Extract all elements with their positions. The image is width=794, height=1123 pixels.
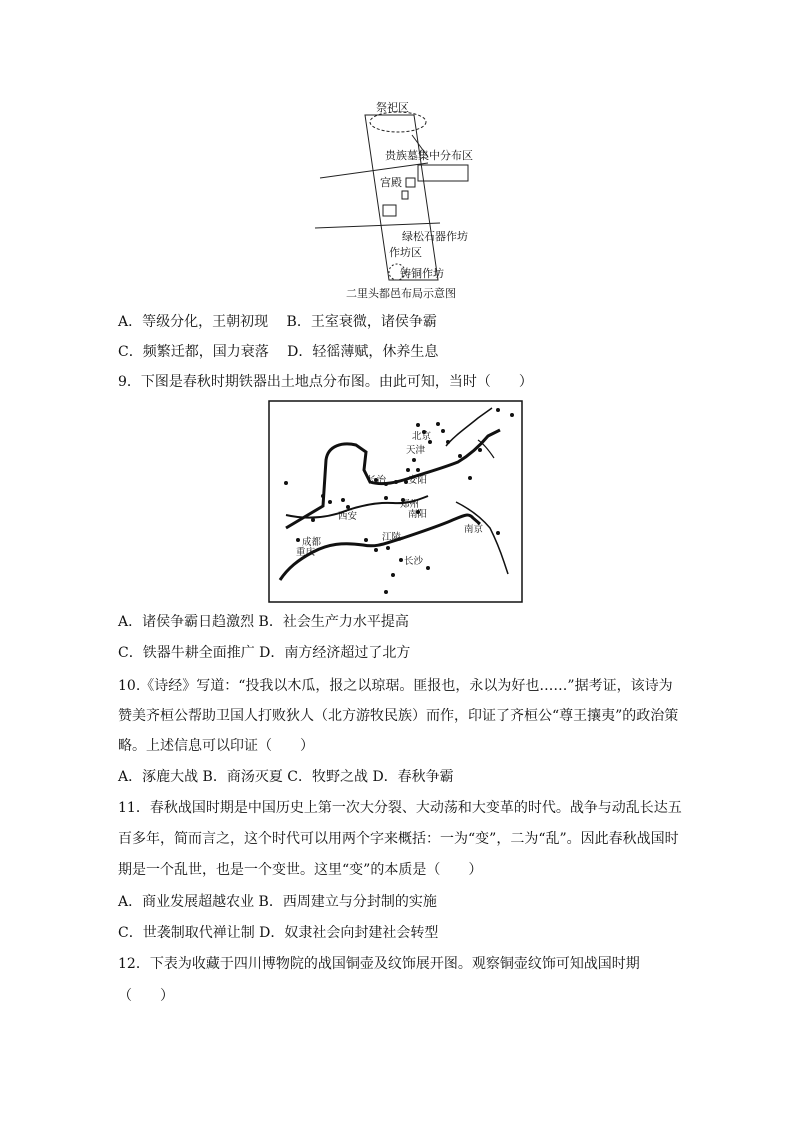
label-bronze-workshop: 铸铜作坊 (400, 267, 444, 280)
figure-caption: 二里头都邑布局示意图 (346, 287, 456, 300)
q10-stem-line-2: 赞美齐桓公帮助卫国人打败狄人（北方游牧民族）而作，印证了齐桓公“尊王攘夷”的政治策 (118, 708, 679, 724)
erlitou-layout-diagram (310, 95, 495, 310)
q8-options-line-2: C．频繁迁都，国力衰落 D．轻徭薄赋，休养生息 (118, 344, 439, 360)
iron-artifact-map (268, 400, 523, 603)
map-frame (269, 401, 522, 602)
label-turquoise-workshop: 绿松石器作坊 (402, 230, 468, 243)
label-noble-tombs: 贵族墓集中分布区 (385, 149, 473, 162)
city-chongqing: 重庆 (296, 547, 316, 558)
noble-tombs-box (418, 165, 468, 181)
iron-artifact-map-graphic (268, 400, 523, 603)
city-changsha: 长沙 (404, 556, 424, 567)
city-changzhi: 长治 (367, 475, 387, 486)
road-south (315, 223, 440, 228)
city-beijing: 北京 (412, 431, 432, 442)
city-chengdu: 成都 (302, 537, 322, 548)
palace-block-2 (402, 191, 408, 199)
q10-options: A．涿鹿大战 B．商汤灭夏 C．牧野之战 D．春秋争霸 (118, 769, 454, 785)
q11-stem-line-1: 11．春秋战国时期是中国历史上第一次大分裂、大动荡和大变革的时代。战争与动乱长达五 (118, 800, 682, 816)
q10-stem-line-1: 10.《诗经》写道：“投我以木瓜，报之以琼琚。匪报也，永以为好也……”据考证，该诗为 (118, 678, 673, 694)
q11-options-line-2: C．世袭制取代禅让制 D．奴隶社会向封建社会转型 (118, 925, 439, 941)
q9-options-line-1: A．诸侯争霸日趋激烈 B．社会生产力水平提高 (118, 614, 409, 630)
label-ritual-area: 祭祀区 (376, 101, 409, 114)
city-nanjing: 南京 (464, 524, 484, 535)
city-jiangling: 江陵 (382, 532, 402, 543)
q9-options-line-2: C．铁器牛耕全面推广 D．南方经济超过了北方 (118, 645, 411, 661)
label-workshop-area: 作坊区 (389, 246, 422, 259)
label-palace: 宫殿 (380, 176, 402, 189)
city-xian: 西安 (338, 511, 358, 522)
palace-block-3 (383, 205, 396, 216)
q8-options-line-1: A．等级分化，王朝初现 B．王室衰微，诸侯争霸 (118, 314, 437, 330)
q9-stem: 9．下图是春秋时期铁器出土地点分布图。由此可知，当时（ ） (118, 374, 533, 390)
q11-options-line-1: A．商业发展超越农业 B．西周建立与分封制的实施 (118, 894, 437, 910)
city-zhengzhou: 郑州 (400, 499, 420, 510)
city-nanyang: 南阳 (408, 509, 428, 520)
q10-stem-line-3: 略。上述信息可以印证（ ） (118, 738, 314, 754)
palace-block-1 (406, 178, 415, 187)
q12-stem-line-2: （ ） (118, 988, 174, 1004)
q11-stem-line-3: 期是一个乱世，也是一个变世。这里“变”的本质是（ ） (118, 862, 483, 878)
q12-stem-line-1: 12．下表为收藏于四川博物院的战国铜壶及纹饰展开图。观察铜壶纹饰可知战国时期 (118, 956, 640, 972)
city-tianjin: 天津 (406, 445, 426, 456)
q11-stem-line-2: 百多年，简而言之，这个时代可以用两个字来概括：一为“变”，二为“乱”。因此春秋战国时 (118, 831, 679, 847)
city-anyang: 安阳 (408, 475, 428, 486)
